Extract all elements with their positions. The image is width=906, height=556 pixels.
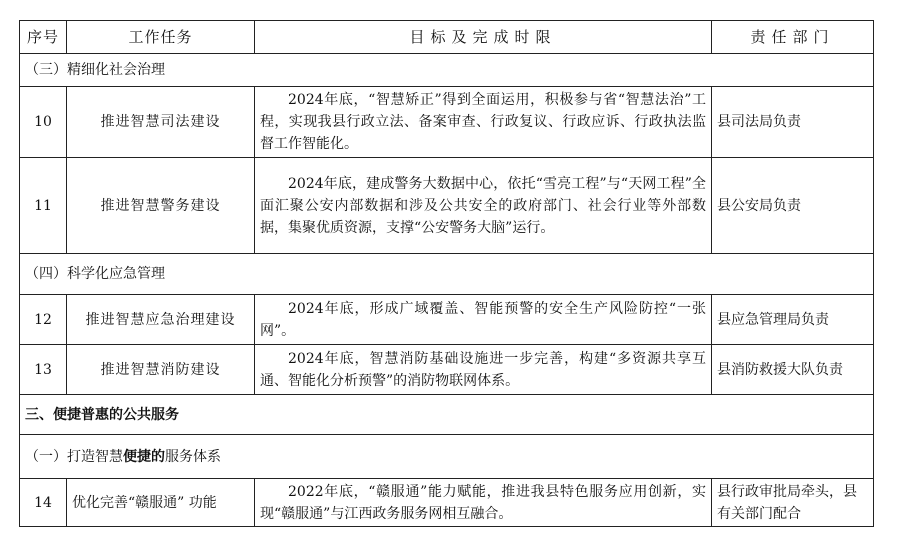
header-no: 序号 [20, 21, 67, 54]
header-row [20, 21, 874, 54]
row-dept: 县消防救援大队负责 [712, 345, 874, 395]
major-heading-3: 三、便捷普惠的公共服务 [20, 395, 874, 435]
sub-heading-prefix: （一）打造智慧 [25, 448, 123, 465]
table-row [20, 295, 874, 345]
table-row [20, 158, 874, 254]
row-number: 14 [20, 479, 67, 527]
row-task: 推进智慧警务建设 [67, 158, 255, 254]
header-dept: 责任部门 [712, 21, 874, 54]
row-number: 12 [20, 295, 67, 345]
section-heading-3: （三）精细化社会治理 [20, 54, 874, 87]
row-target: 2022年底，“赣服通”能力赋能，推进我县特色服务应用创新，实现“赣服通”与江西政务服务网相互融合。 [255, 479, 712, 527]
row-target: 2024年底，建成警务大数据中心，依托“雪亮工程”与“天网工程”全面汇聚公安内部数据和涉及公共安全的政府部门、社会行业等外部数据，集聚优质资源，支撑“公安警务大脑”运行。 [255, 158, 712, 254]
row-target: 2024年底，“智慧矫正”得到全面运用，积极参与省“智慧法治”工程，实现我县行政立法、备案审查、行政复议、行政应诉、行政执法监督工作智能化。 [255, 87, 712, 158]
header-target: 目标及完成时限 [255, 21, 712, 54]
header-task: 工作任务 [67, 21, 255, 54]
section-row [20, 435, 874, 479]
section-row [20, 395, 874, 435]
row-target: 2024年底，智慧消防基础设施进一步完善，构建“多资源共享互通、智能化分析预警”的消防物联网体系。 [255, 345, 712, 395]
row-dept: 县公安局负责 [712, 158, 874, 254]
row-dept: 县行政审批局牵头，县有关部门配合 [712, 479, 874, 527]
sub-heading-bold: 便捷的 [123, 448, 165, 465]
table-row [20, 345, 874, 395]
table-row [20, 479, 874, 527]
sub-heading-1 [20, 435, 874, 479]
row-task: 推进智慧司法建设 [67, 87, 255, 158]
row-number: 11 [20, 158, 67, 254]
row-number: 13 [20, 345, 67, 395]
section-row [20, 254, 874, 295]
sub-heading-suffix: 服务体系 [165, 448, 221, 465]
table-row [20, 87, 874, 158]
row-dept: 县应急管理局负责 [712, 295, 874, 345]
task-table [19, 20, 874, 527]
row-task: 推进智慧消防建设 [67, 345, 255, 395]
row-task: 优化完善“赣服通” 功能 [67, 479, 255, 527]
section-heading-4: （四）科学化应急管理 [20, 254, 874, 295]
row-number: 10 [20, 87, 67, 158]
row-target: 2024年底，形成广域覆盖、智能预警的安全生产风险防控“一张网”。 [255, 295, 712, 345]
row-dept: 县司法局负责 [712, 87, 874, 158]
section-row [20, 54, 874, 87]
row-task: 推进智慧应急治理建设 [67, 295, 255, 345]
